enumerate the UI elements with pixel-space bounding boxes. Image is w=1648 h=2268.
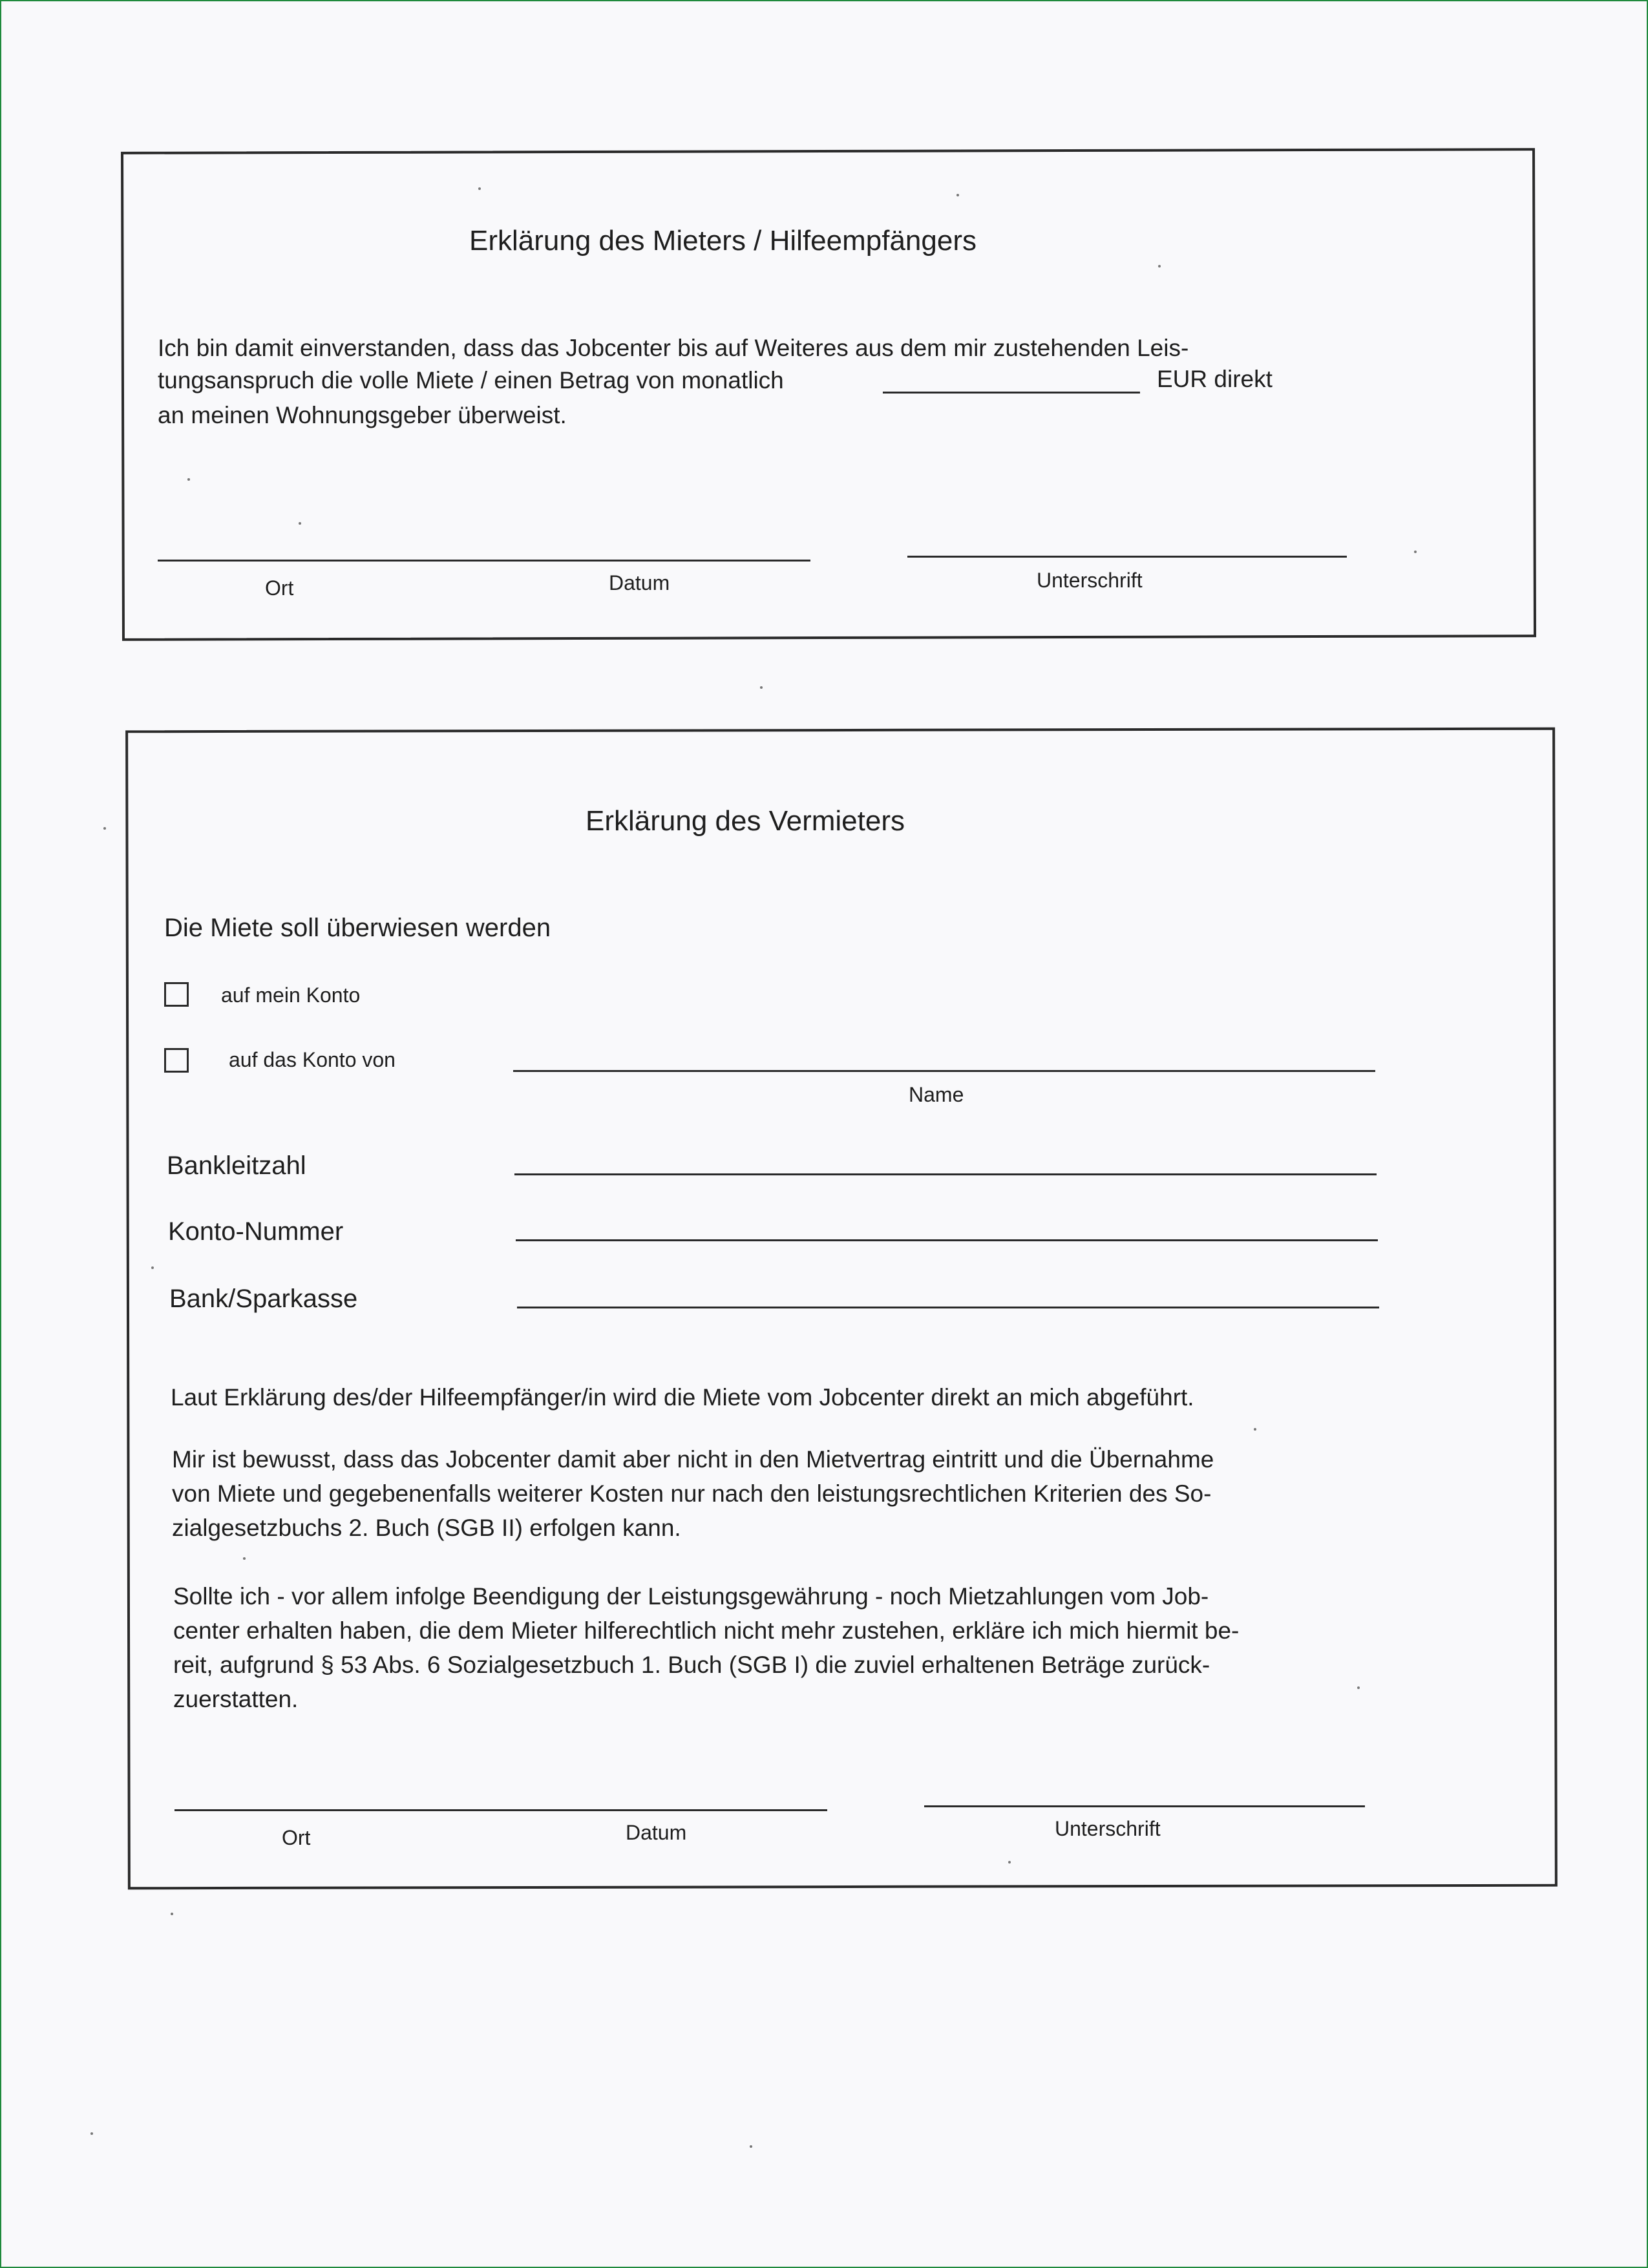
landlord-signature-field[interactable] xyxy=(924,1805,1365,1807)
account-number-label: Konto-Nummer xyxy=(168,1217,344,1246)
bank-code-label: Bankleitzahl xyxy=(167,1151,306,1180)
scan-speck xyxy=(956,194,959,196)
own-account-checkbox[interactable] xyxy=(164,982,189,1007)
scan-speck xyxy=(750,2145,752,2148)
landlord-place-label: Ort xyxy=(282,1826,311,1849)
scan-speck xyxy=(171,1913,173,1915)
paragraph-3-line: reit, aufgrund § 53 Abs. 6 Sozialgesetzbuch 1. Buch (SGB I) die zuviel erhaltenen Beträge zurück- xyxy=(173,1652,1210,1678)
other-account-checkbox[interactable] xyxy=(164,1048,189,1073)
landlord-paragraph-3 xyxy=(173,1579,1239,1716)
other-account-label: auf das Konto von xyxy=(229,1048,396,1071)
scan-speck xyxy=(103,827,106,830)
own-account-label: auf mein Konto xyxy=(221,983,361,1007)
scan-speck xyxy=(1414,551,1417,553)
monthly-amount-field[interactable] xyxy=(883,392,1140,394)
paragraph-2-line: von Miete und gegebenenfalls weiterer Kosten nur nach den leistungsrechtlichen Kriterien des So- xyxy=(172,1480,1212,1507)
scan-speck xyxy=(90,2132,93,2135)
landlord-paragraph-2 xyxy=(172,1442,1214,1545)
scan-speck xyxy=(1254,1428,1256,1431)
tenant-text-line-1: Ich bin damit einverstanden, dass das Jobcenter bis auf Weiteres aus dem mir zustehenden Leis- xyxy=(158,335,1189,361)
landlord-paragraph-1 xyxy=(171,1380,1194,1414)
scan-speck xyxy=(478,187,481,190)
scan-speck xyxy=(760,686,763,689)
tenant-signature-label: Unterschrift xyxy=(1037,569,1143,592)
scan-speck xyxy=(1357,1686,1360,1689)
paragraph-1-line: Laut Erklärung des/der Hilfeempfänger/in wird die Miete vom Jobcenter direkt an mich abgeführt. xyxy=(171,1384,1194,1411)
tenant-text-line-2: tungsanspruch die volle Miete / einen Betrag von monatlich xyxy=(158,367,784,394)
transfer-prompt: Die Miete soll überwiesen werden xyxy=(164,914,551,942)
tenant-date-label: Datum xyxy=(609,571,670,594)
paragraph-3-line: zuerstatten. xyxy=(173,1686,299,1712)
scan-speck xyxy=(1008,1861,1011,1864)
account-holder-name-field[interactable] xyxy=(513,1070,1375,1072)
paragraph-3-line: Sollte ich - vor allem infolge Beendigung der Leistungsgewährung - noch Mietzahlungen vom Job- xyxy=(173,1583,1209,1610)
paragraph-3-line: center erhalten haben, die dem Mieter hilferechtlich nicht mehr zustehen, erkläre ich mich hiermit be- xyxy=(173,1617,1240,1644)
bank-code-field[interactable] xyxy=(514,1173,1377,1175)
bank-field[interactable] xyxy=(517,1307,1379,1308)
paragraph-2-line: Mir ist bewusst, dass das Jobcenter damit aber nicht in den Mietvertrag eintritt und die Übernahme xyxy=(172,1446,1214,1473)
tenant-text-eur: EUR direkt xyxy=(1157,366,1273,392)
scan-speck xyxy=(299,522,301,525)
tenant-place-label: Ort xyxy=(265,576,294,600)
name-label: Name xyxy=(909,1083,964,1106)
account-number-field[interactable] xyxy=(516,1239,1378,1241)
tenant-place-date-field[interactable] xyxy=(158,560,810,562)
scan-speck xyxy=(243,1557,246,1560)
landlord-signature-label: Unterschrift xyxy=(1055,1817,1161,1840)
bank-label: Bank/Sparkasse xyxy=(169,1285,358,1313)
tenant-declaration-title: Erklärung des Mieters / Hilfeempfängers xyxy=(469,225,977,257)
scan-speck xyxy=(1158,265,1161,268)
tenant-text-line-3: an meinen Wohnungsgeber überweist. xyxy=(158,402,567,428)
scan-speck xyxy=(187,478,190,481)
scan-speck xyxy=(151,1266,154,1269)
landlord-declaration-title: Erklärung des Vermieters xyxy=(586,805,905,837)
paragraph-2-line: zialgesetzbuchs 2. Buch (SGB II) erfolgen kann. xyxy=(172,1515,681,1541)
tenant-signature-field[interactable] xyxy=(907,556,1347,558)
landlord-date-label: Datum xyxy=(626,1821,687,1844)
landlord-place-date-field[interactable] xyxy=(174,1809,827,1811)
